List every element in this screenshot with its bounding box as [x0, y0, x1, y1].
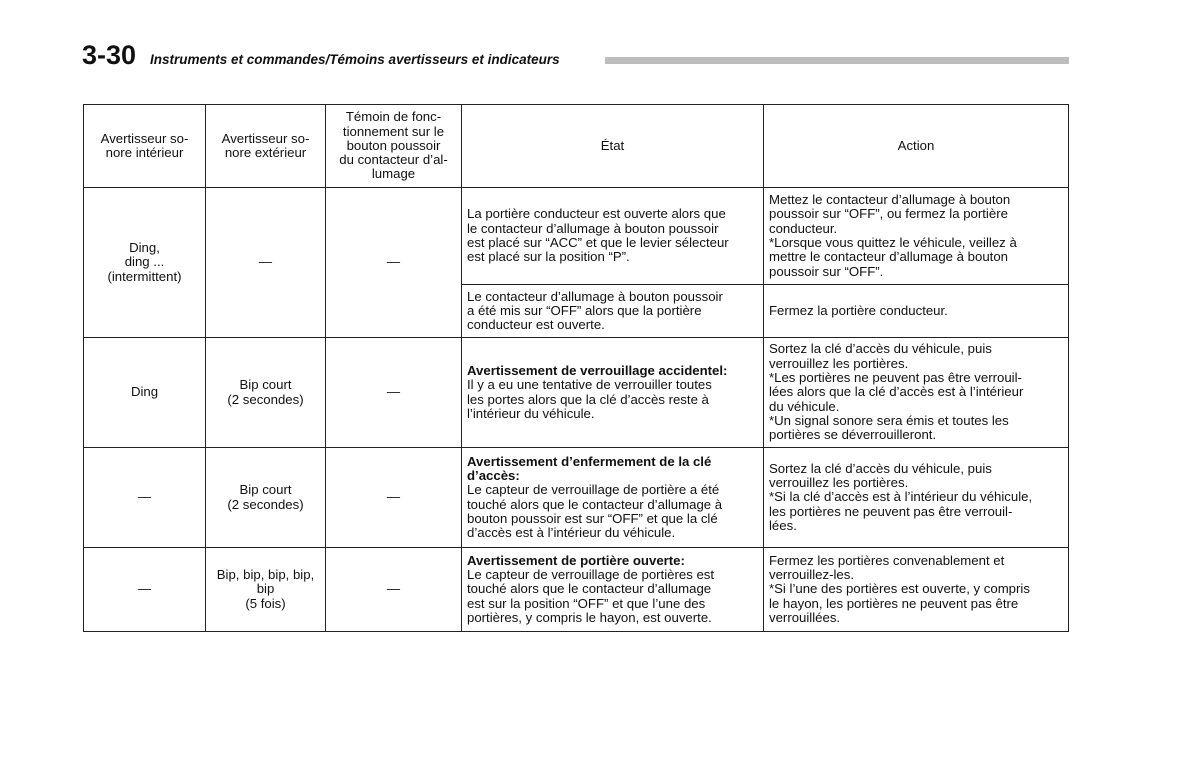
header-rule	[605, 57, 1069, 64]
indicator-cell: —	[326, 548, 462, 632]
page-number: 3-30	[82, 40, 137, 70]
interior-sound-cell: —	[84, 548, 206, 632]
state-cell: Le contacteur d’allumage à bouton poussoir a été mis sur “OFF” alors que la portière conducteur est ouverte.	[462, 285, 764, 338]
exterior-sound-cell: Bip, bip, bip, bip, bip (5 fois)	[206, 548, 326, 632]
state-text: Le capteur de verrouillage de portière a été touché alors que le contacteur d’allumage à bouton poussoir est sur “OFF” et que la clé d’accès est à l’intérieur du véhicule.	[467, 482, 723, 541]
section-title: Instruments et commandes/Témoins avertisseurs et indicateurs	[150, 52, 560, 67]
state-title: Avertissement de verrouillage accidentel:	[467, 362, 728, 378]
column-header-exterior: Avertisseur so- nore extérieur	[206, 105, 326, 188]
exterior-sound-cell: —	[206, 188, 326, 338]
column-header-indicator: Témoin de fonc- tionnement sur le bouton poussoir du contacteur d’al- lumage	[326, 105, 462, 188]
table-row	[84, 338, 1069, 448]
interior-sound-cell: Ding, ding ... (intermittent)	[84, 188, 206, 338]
action-cell: Sortez la clé d’accès du véhicule, puis verrouillez les portières. *Les portières ne peuvent pas être verrouil- lées alors que la clé d’accès est à l’intérieur du véhicule. *Un signal sonore sera émis et toutes les portières se déverrouilleront.	[764, 338, 1069, 448]
interior-sound-cell: —	[84, 448, 206, 548]
state-title: Avertissement de portière ouverte:	[467, 552, 685, 568]
state-title: Avertissement d’enfermement de la clé d’accès:	[467, 453, 712, 483]
action-cell: Mettez le contacteur d’allumage à bouton poussoir sur “OFF”, ou fermez la portière conducteur. *Lorsque vous quittez le véhicule, veillez à mettre le contacteur d’allumage à bouton poussoir sur “OFF”.	[764, 188, 1069, 285]
table-row	[84, 188, 1069, 285]
state-cell	[462, 548, 764, 632]
action-cell: Fermez les portières convenablement et verrouillez-les. *Si l’une des portières est ouverte, y compris le hayon, les portières ne peuvent pas être verrouillées.	[764, 548, 1069, 632]
state-cell: La portière conducteur est ouverte alors que le contacteur d’allumage à bouton poussoir est placé sur “ACC” et que le levier sélecteur est placé sur la position “P”.	[462, 188, 764, 285]
indicator-cell: —	[326, 448, 462, 548]
table-header-row	[84, 105, 1069, 188]
column-header-interior: Avertisseur so- nore intérieur	[84, 105, 206, 188]
interior-sound-cell: Ding	[84, 338, 206, 448]
state-text: Il y a eu une tentative de verrouiller toutes les portes alors que la clé d’accès reste à l’intérieur du véhicule.	[467, 377, 712, 421]
action-cell: Sortez la clé d’accès du véhicule, puis verrouillez les portières. *Si la clé d’accès est à l’intérieur du véhicule, les portières ne peuvent pas être verrouil- lées.	[764, 448, 1069, 548]
table-row	[84, 548, 1069, 632]
indicator-cell: —	[326, 188, 462, 338]
column-header-state: État	[462, 105, 764, 188]
column-header-action: Action	[764, 105, 1069, 188]
action-cell: Fermez la portière conducteur.	[764, 285, 1069, 338]
exterior-sound-cell: Bip court (2 secondes)	[206, 338, 326, 448]
state-cell	[462, 448, 764, 548]
indicator-cell: —	[326, 338, 462, 448]
state-cell	[462, 338, 764, 448]
table-row	[84, 448, 1069, 548]
exterior-sound-cell: Bip court (2 secondes)	[206, 448, 326, 548]
warning-table	[83, 104, 1069, 632]
state-text: Le capteur de verrouillage de portières est touché alors que le contacteur d’allumage est sur la position “OFF” et que l’une des portières, y compris le hayon, est ouverte.	[467, 567, 715, 625]
